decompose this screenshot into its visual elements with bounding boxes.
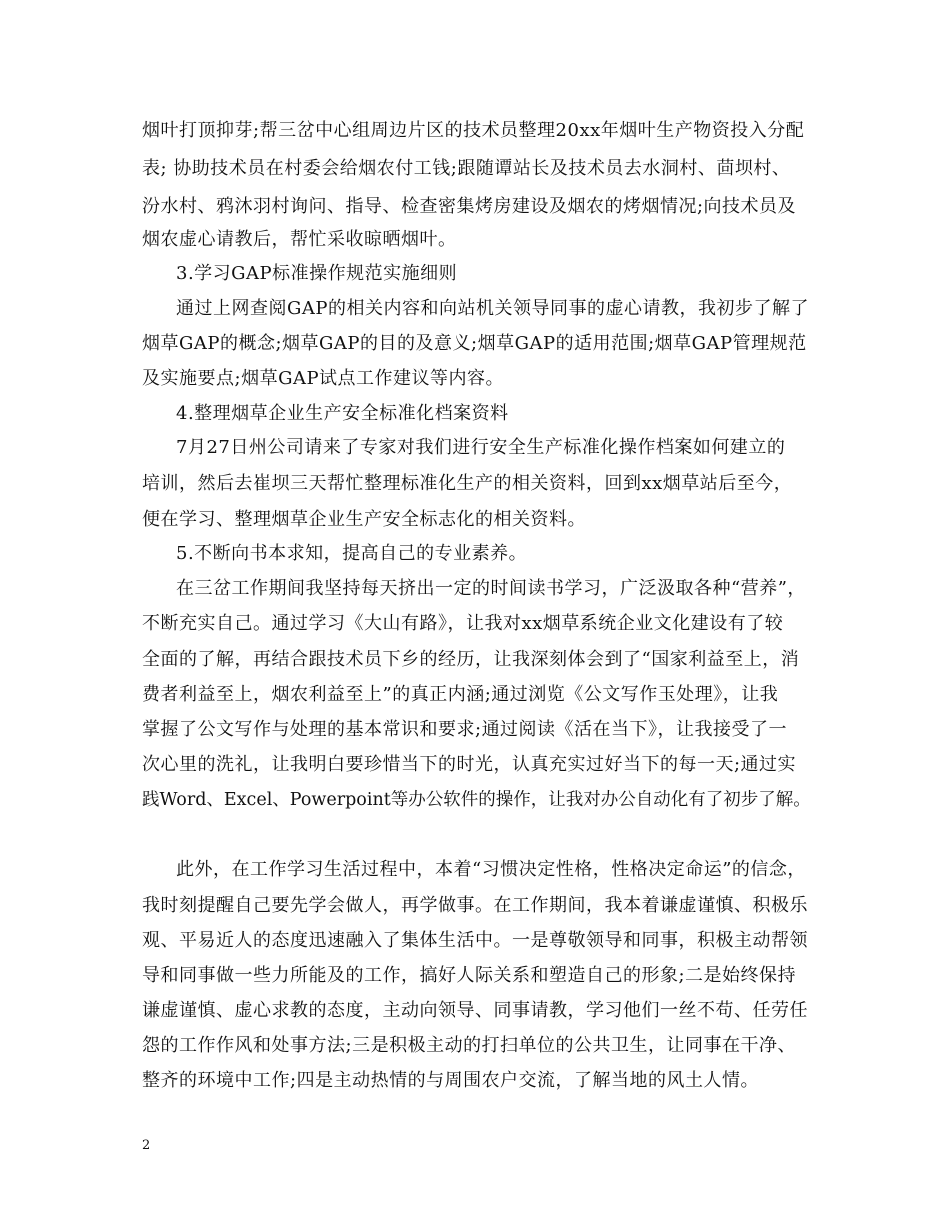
text-line: 通过上网查阅GAP的相关内容和向站机关领导同事的虚心请教，我初步了解了 — [176, 298, 809, 319]
text-line: 全面的了解，再结合跟技术员下乡的经历，让我深刻体会到了“国家利益至上，消 — [142, 649, 800, 670]
text-line: 费者利益至上，烟农利益至上”的真正内涵;通过浏览《公文写作玉处理》，让我 — [142, 684, 779, 705]
text-line: 烟叶打顶抑芽;帮三岔中心组周边片区的技术员整理20xx年烟叶生产物资投入分配 — [142, 120, 805, 141]
text-line: 7月27日州公司请来了专家对我们进行安全生产标准化操作档案如何建立的 — [176, 437, 786, 458]
text-line: 不断充实自己。通过学习《大山有路》，让我对xx烟草系统企业文化建设有了较 — [142, 613, 784, 634]
text-line: 整齐的环境中工作;四是主动热情的与周围农户交流，了解当地的风土人情。 — [142, 1070, 760, 1091]
text-line: 我时刻提醒自己要先学会做人，再学做事。在工作期间，我本着谦虚谨慎、积极乐 — [142, 895, 808, 916]
text-line: 掌握了公文写作与处理的基本常识和要求;通过阅读《活在当下》，让我接受了一 — [142, 719, 788, 740]
text-line: 汾水村、鸦沐羽村询问、指导、检查密集烤房建设及烟农的烤烟情况;向技术员及 — [142, 196, 797, 217]
text-line: 次心里的洗礼，让我明白要珍惜当下的时光，认真充实过好当下的每一天;通过实 — [142, 754, 797, 775]
text-line: 表; 协助技术员在村委会给烟农付工钱;跟随谭站长及技术员去水洞村、茴坝村、 — [142, 158, 791, 179]
text-line: 烟草GAP的概念;烟草GAP的目的及意义;烟草GAP的适用范围;烟草GAP管理规范 — [142, 333, 807, 354]
text-line: 导和同事做一些力所能及的工作，搞好人际关系和塑造自己的形象;二是始终保持 — [142, 965, 797, 986]
section-heading: 4.整理烟草企业生产安全标准化档案资料 — [176, 403, 509, 424]
page-number: 2 — [142, 1138, 151, 1153]
section-heading: 3.学习GAP标准操作规范实施细则 — [176, 263, 458, 284]
text-line: 烟农虚心请教后，帮忙采收晾晒烟叶。 — [142, 229, 457, 250]
text-line: 谦虚谨慎、虚心求教的态度，主动向领导、同事请教，学习他们一丝不苟、任劳任 — [142, 1000, 808, 1021]
text-line: 便在学习、整理烟草企业生产安全标志化的相关资料。 — [142, 509, 586, 530]
text-line: 此外，在工作学习生活过程中，本着“习惯决定性格，性格决定命运”的信念， — [176, 859, 806, 880]
text-line: 怨的工作作风和处事方法;三是积极主动的打扫单位的公共卫生，让同事在干净、 — [142, 1035, 797, 1056]
text-line: 及实施要点;烟草GAP试点工作建议等内容。 — [142, 368, 505, 389]
text-line: 培训，然后去崔坝三天帮忙整理标准化生产的相关资料，回到xx烟草站后至今， — [142, 473, 793, 494]
text-line: 践Word、Excel、Powerpoint等办公软件的操作，让我对办公自动化有了初步了解。 — [142, 790, 811, 810]
text-line: 观、平易近人的态度迅速融入了集体生活中。一是尊敬领导和同事，积极主动帮领 — [142, 930, 808, 951]
text-line: 在三岔工作期间我坚持每天挤出一定的时间读书学习，广泛汲取各种“营养”， — [176, 578, 806, 599]
section-heading: 5.不断向书本求知，提高自己的专业素养。 — [176, 543, 528, 564]
